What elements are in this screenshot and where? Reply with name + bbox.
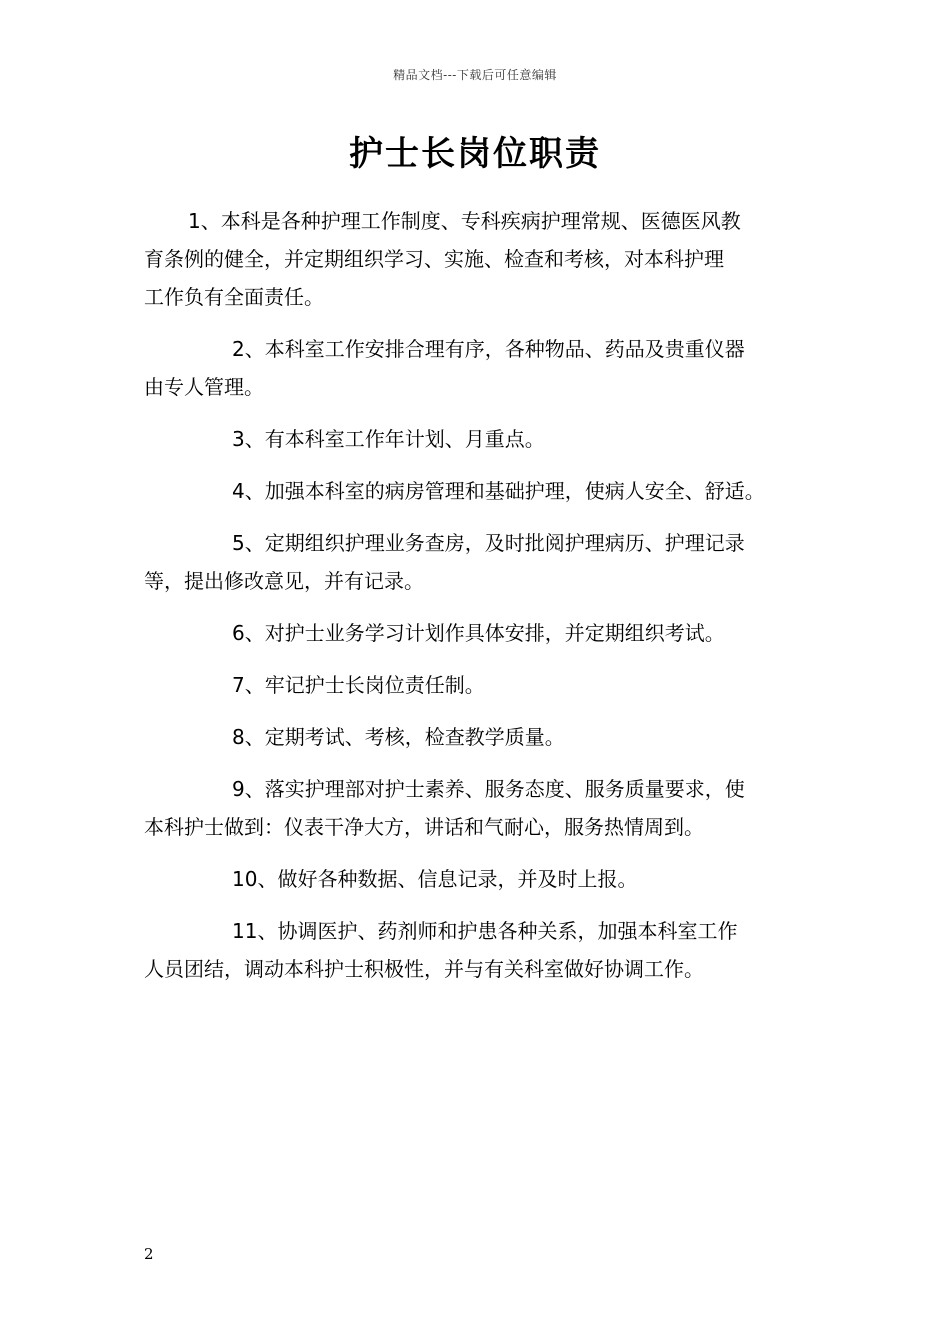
paragraph-9 — [144, 770, 820, 846]
paragraph-6 — [144, 614, 820, 652]
paragraph-line: 3、有本科室工作年计划、月重点。 — [232, 427, 545, 451]
paragraph-line: 工作负有全面责任。 — [144, 285, 324, 309]
paragraph-4 — [144, 472, 820, 510]
paragraph-line: 4、加强本科室的病房管理和基础护理，使病人安全、舒适。 — [232, 479, 765, 503]
paragraph-11 — [144, 912, 820, 988]
paragraph-line: 6、对护士业务学习计划作具体安排，并定期组织考试。 — [232, 621, 725, 645]
paragraph-8 — [144, 718, 820, 756]
paragraph-line: 5、定期组织护理业务查房，及时批阅护理病历、护理记录 — [232, 531, 745, 555]
paragraph-10 — [144, 860, 820, 898]
paragraph-line: 10、做好各种数据、信息记录，并及时上报。 — [232, 867, 638, 891]
page-number: 2 — [144, 1245, 154, 1263]
paragraph-3 — [144, 420, 820, 458]
header-note: 精品文档---下载后可任意编辑 — [393, 68, 557, 82]
document-body — [144, 202, 820, 1002]
paragraph-1 — [144, 202, 820, 316]
paragraph-line: 2、本科室工作安排合理有序，各种物品、药品及贵重仪器 — [232, 337, 745, 361]
document-title: 护士长岗位职责 — [349, 134, 601, 174]
paragraph-7 — [144, 666, 820, 704]
paragraph-line: 由专人管理。 — [144, 375, 264, 399]
paragraph-line: 人员团结，调动本科护士积极性，并与有关科室做好协调工作。 — [144, 957, 704, 981]
paragraph-5 — [144, 524, 820, 600]
paragraph-line: 9、落实护理部对护士素养、服务态度、服务质量要求，使 — [232, 777, 745, 801]
paragraph-line: 7、牢记护士长岗位责任制。 — [232, 673, 485, 697]
paragraph-line: 本科护士做到：仪表干净大方，讲话和气耐心，服务热情周到。 — [144, 815, 704, 839]
paragraph-line: 11、协调医护、药剂师和护患各种关系，加强本科室工作 — [232, 919, 738, 943]
paragraph-line: 8、定期考试、考核，检查教学质量。 — [232, 725, 565, 749]
paragraph-line: 1、本科是各种护理工作制度、专科疾病护理常规、医德医风教 — [188, 209, 741, 233]
paragraph-line: 育条例的健全，并定期组织学习、实施、检查和考核，对本科护理 — [144, 247, 724, 271]
paragraph-2 — [144, 330, 820, 406]
paragraph-line: 等，提出修改意见，并有记录。 — [144, 569, 424, 593]
